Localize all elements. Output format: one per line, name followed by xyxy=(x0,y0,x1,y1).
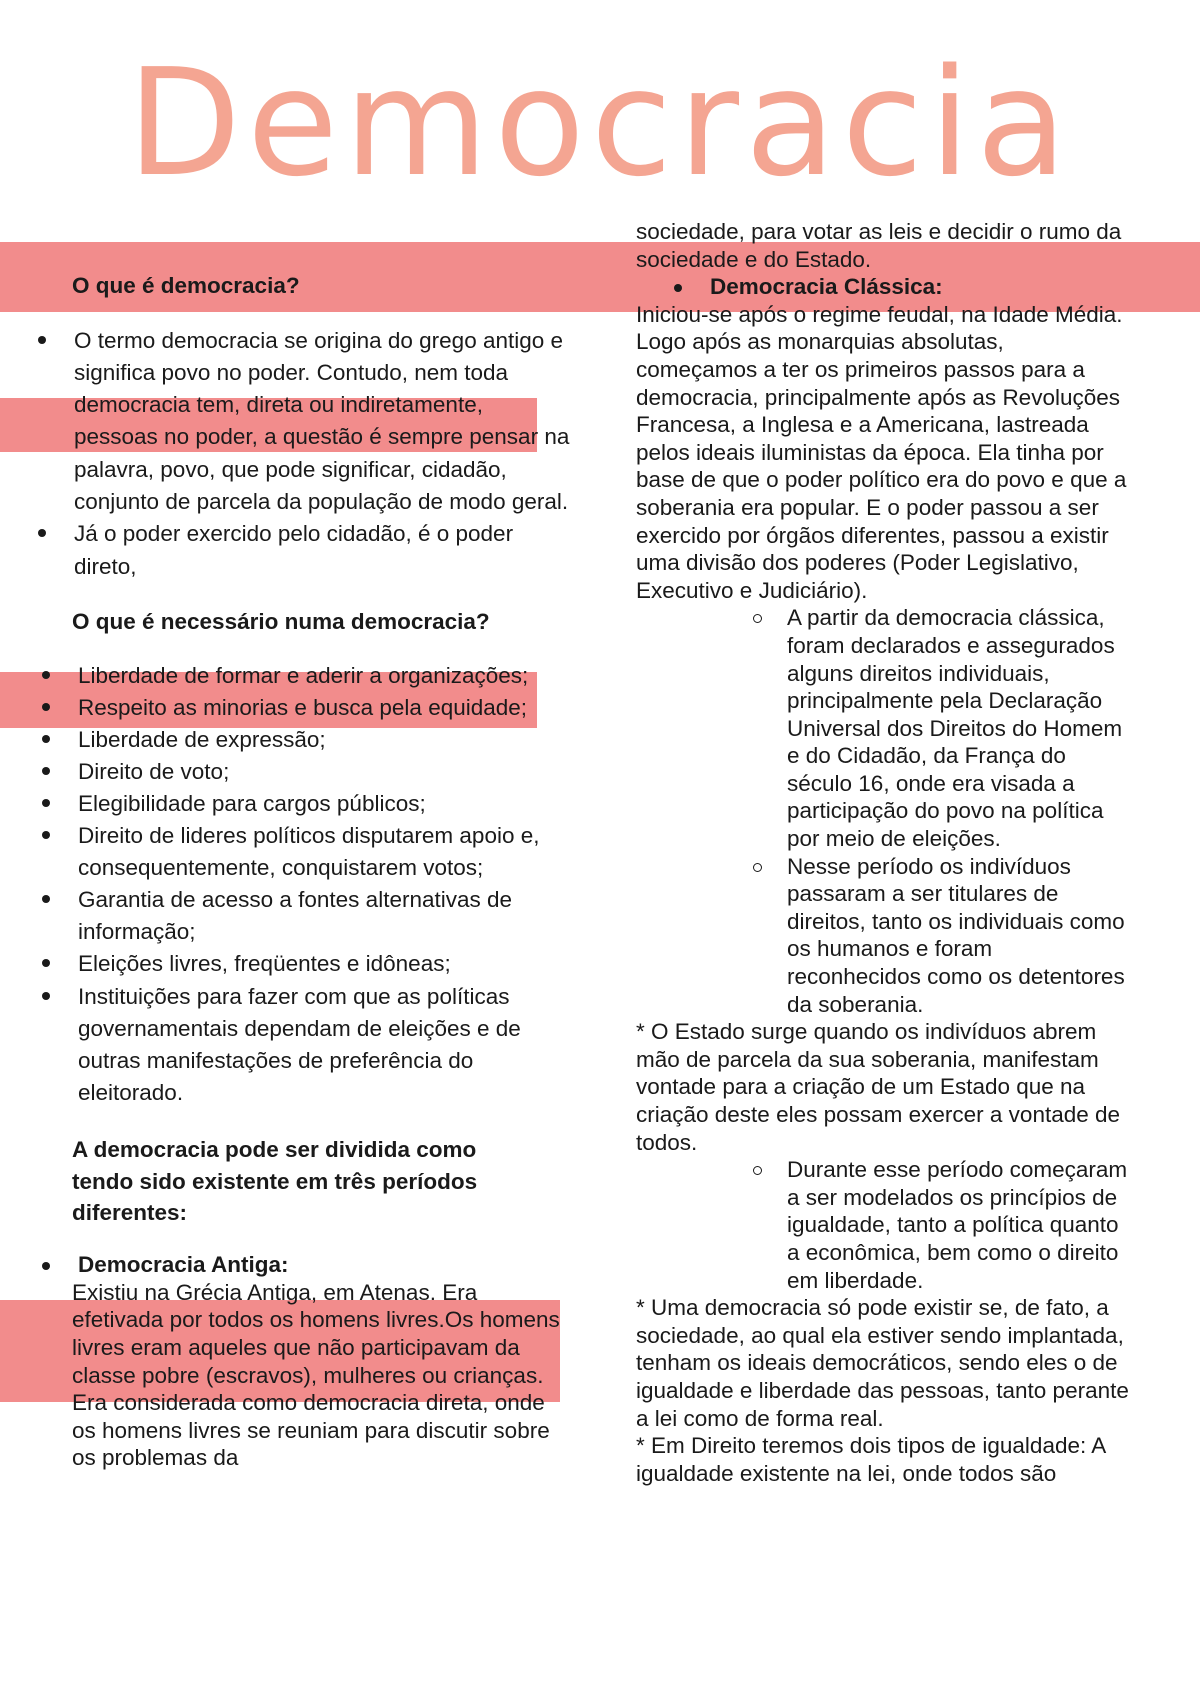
continuation-text: sociedade, para votar as leis e decidir o rumo da sociedade e do Estado. xyxy=(636,219,1122,272)
list-item: Direito de voto; xyxy=(0,756,572,788)
list-item: Instituições para fazer com que as políticas governamentais dependam de eleições e de outras manifestações de preferência do eleitorado. xyxy=(0,981,572,1109)
period-classica-text: Iniciou-se após o regime feudal, na Idade Média. Logo após as monarquias absolutas, começamos a ter os primeiros passos para a democracia, principalmente após as Revoluções Francesa, a Inglesa e a Americana, lastreada pelos ideais iluministas da época. Ela tinha por base de que o poder político era do povo e que a soberania era popular. E o poder passou a ser exercido por órgãos diferentes, passou a existir uma divisão dos poderes (Poder Legislativo, Executivo e Judiciário). xyxy=(636,301,1127,603)
definition-list xyxy=(0,325,572,583)
note-estado: * O Estado surge quando os indivíduos abrem mão de parcela da sua soberania, manifestam vontade para a criação de um Estado que na criação deste eles possam exercer a vontade de todos. xyxy=(636,1019,1121,1155)
period-antiga-list xyxy=(0,1251,572,1279)
section-heading-what-is: O que é democracia? xyxy=(72,273,300,298)
sublist-item: Nesse período os indivíduos passaram a ser titulares de direitos, tanto os individuais como os humanos e foram reconhecidos como os detentores da soberania. xyxy=(636,853,1130,1019)
list-item: Garantia de acesso a fontes alternativas de informação; xyxy=(0,884,572,948)
page-title: Democracia xyxy=(127,37,1073,209)
list-item: O termo democracia se origina do grego antigo e significa povo no poder. Contudo, nem toda democracia tem, direta ou indiretamente, pessoas no poder, a questão é sempre pensar na palavra, povo, que pode significar, cidadão, conjunto de parcela da população de modo geral. xyxy=(0,325,572,519)
period-classica-list xyxy=(636,273,1130,301)
igualdade-sublist xyxy=(636,1156,1130,1294)
sublist-item: Durante esse período começaram a ser modelados os princípios de igualdade, tanto a política quanto a econômica, bem como o direito em liberdade. xyxy=(636,1156,1130,1294)
list-item: Direito de lideres políticos disputarem apoio e, consequentemente, conquistarem votos; xyxy=(0,820,572,884)
left-column xyxy=(72,272,572,1472)
period-antiga-label: Democracia Antiga: xyxy=(0,1251,572,1279)
period-classica-label: Democracia Clássica: xyxy=(636,273,1130,301)
note-igualdade: * Em Direito teremos dois tipos de igualdade: A igualdade existente na lei, onde todos são xyxy=(636,1433,1106,1486)
list-item: Eleições livres, freqüentes e idôneas; xyxy=(0,948,572,980)
list-item: Elegibilidade para cargos públicos; xyxy=(0,788,572,820)
period-antiga-text: Existiu na Grécia Antiga, em Atenas. Era efetivada por todos os homens livres.Os homens livres eram aqueles que não participavam da classe pobre (escravos), mulheres ou crianças. Era considerada como democracia direta, onde os homens livres se reuniam para discutir sobre os problemas da xyxy=(72,1279,560,1471)
note-democracia: * Uma democracia só pode existir se, de fato, a sociedade, ao qual ela estiver sendo implantada, tenham os ideais democráticos, sendo eles o de igualdade e liberdade das pessoas, tanto perante a lei como de forma real. xyxy=(636,1295,1129,1431)
requirements-list xyxy=(0,660,572,1109)
list-item: Já o poder exercido pelo cidadão, é o poder direto, xyxy=(0,518,572,583)
list-item: Liberdade de formar e aderir a organizações; xyxy=(0,660,572,692)
section-heading-requirements: O que é necessário numa democracia? xyxy=(72,608,490,634)
list-item: Liberdade de expressão; xyxy=(0,724,572,756)
section-heading-periods: A democracia pode ser dividida como tendo sido existente em três períodos diferentes: xyxy=(72,1136,478,1226)
classica-sublist xyxy=(636,604,1130,1018)
list-item: Respeito as minorias e busca pela equidade; xyxy=(0,692,572,724)
right-column xyxy=(636,218,1130,1487)
sublist-item: A partir da democracia clássica, foram declarados e assegurados alguns direitos individuais, principalmente pela Declaração Universal dos Direitos do Homem e do Cidadão, da França do século 16, onde era visada a participação do povo na política por meio de eleições. xyxy=(636,604,1130,852)
